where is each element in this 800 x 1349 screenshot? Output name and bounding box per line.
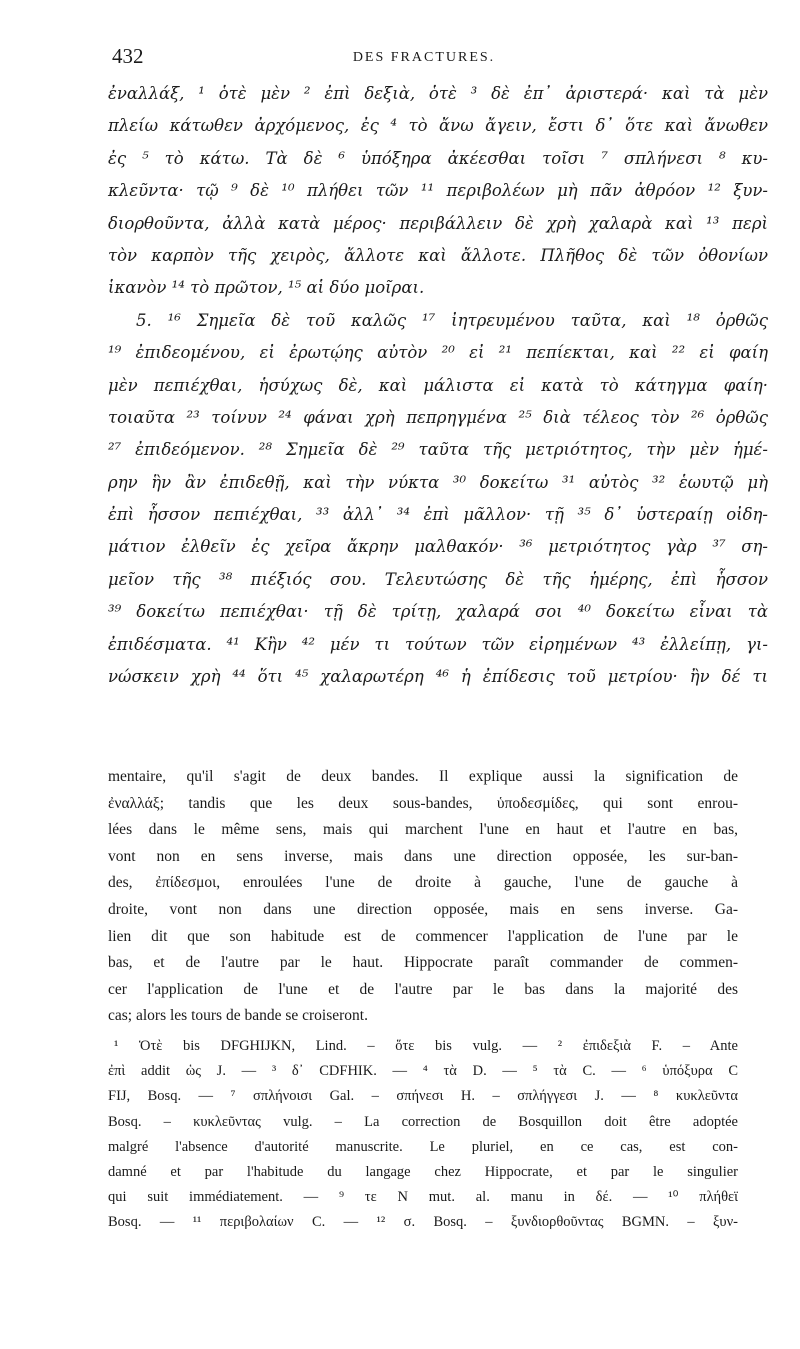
greek-line: ¹⁹ ἐπιδεομένου, εἰ ἐρωτῴης αὐτὸν ²⁰ εἰ ²¹ πεπίεκται, καὶ ²² εἰ φαίη [108, 343, 768, 363]
greek-line: ἐπιδέσματα. ⁴¹ Κἢν ⁴² μέν τι τούτων τῶν εἰρημένων ⁴³ ἐλλείπῃ, γι- [108, 634, 768, 654]
greek-line: ἐπὶ ἧσσον πεπιέχθαι, ³³ ἀλλ᾽ ³⁴ ἐπὶ μᾶλλον· τῇ ³⁵ δ᾽ ὑστεραίῃ οἰδη- [108, 505, 768, 525]
footnote-line: damné et par l'habitude du langage chez Hippocrate, et par le singulier [108, 1163, 738, 1180]
footnote-line: FIJ, Bosq. — ⁷ σπλήνοισι Gal. – σπήνεσι H. – σπλήγγεσι J. — ⁸ κυκλεῦντα [108, 1088, 738, 1105]
greek-line: μὲν πεπιέχθαι, ἡσύχως δὲ, καὶ μάλιστα εἰ κατὰ τὸ κάτηγμα φαίη· [108, 375, 768, 395]
greek-text-block [108, 78, 768, 693]
greek-line: νώσκειν χρὴ ⁴⁴ ὅτι ⁴⁵ χαλαρωτέρη ⁴⁶ ἡ ἐπίδεσις τοῦ μετρίου· ἢν δέ τι [108, 667, 768, 687]
greek-line: μεῖον τῆς ³⁸ πιέξιός σου. Τελευτώσης δὲ τῆς ἡμέρης, ἐπὶ ἧσσον [108, 569, 768, 589]
greek-line: ἐς ⁵ τὸ κάτω. Τὰ δὲ ⁶ ὑπόξηρα ἀκέεσθαι τοῖσι ⁷ σπλήνεσι ⁸ κυ- [108, 148, 768, 168]
page-header [108, 44, 740, 76]
commentary-line: bas, et de l'autre par le haut. Hippocrate paraît commander de commen- [108, 954, 738, 972]
commentary-line: vont non en sens inverse, mais dans une direction opposée, les sur-ban- [108, 847, 738, 865]
footnote-line: qui suit immédiatement. — ⁹ τε N mut. al. manu in δέ. — ¹⁰ πλήθεϊ [108, 1189, 738, 1206]
commentary-line: cer l'application de l'une et de l'autre par le bas dans la majorité des [108, 980, 738, 998]
commentary-line: cas; alors les tours de bande se croiseront. [108, 1007, 368, 1025]
greek-line: μάτιον ἐλθεῖν ἐς χεῖρα ἄκρην μαλθακόν· ³⁶ μετριότητος γὰρ ³⁷ ση- [108, 537, 768, 557]
running-head: DES FRACTURES. [352, 50, 496, 65]
greek-line: πλείω κάτωθεν ἀρχόμενος, ἐς ⁴ τὸ ἄνω ἄγειν, ἔστι δ᾽ ὅτε καὶ ἄνωθεν [108, 116, 768, 136]
greek-line: τὸν καρπὸν τῆς χειρὸς, ἄλλοτε καὶ ἄλλοτε. Πλῆθος δὲ τῶν ὀθονίων [108, 245, 768, 265]
footnote-line: Bosq. — ¹¹ περιβολαίων C. — ¹² σ. Bosq. – ξυνδιορθοῦντας BGMN. – ξυν- [108, 1214, 738, 1231]
greek-line: ἱκανὸν ¹⁴ τὸ πρῶτον, ¹⁵ αἱ δύο μοῖραι. [108, 278, 425, 298]
commentary-block [108, 764, 738, 1030]
greek-line: ἐναλλάξ, ¹ ὁτὲ μὲν ² ἐπὶ δεξιὰ, ὁτὲ ³ δὲ ἐπ᾽ ἀριστερά· καὶ τὰ μὲν [108, 84, 768, 103]
footnotes-block [108, 1034, 738, 1236]
greek-line: ³⁹ δοκείτω πεπιέχθαι· τῇ δὲ τρίτῃ, χαλαρά σοι ⁴⁰ δοκείτω εἶναι τὰ [108, 602, 768, 622]
greek-line: τοιαῦτα ²³ τοίνυν ²⁴ φάναι χρὴ πεπρηγμένα ²⁵ διὰ τέλεος τὸν ²⁶ ὀρθῶς [108, 407, 768, 427]
commentary-line: mentaire, qu'il s'agit de deux bandes. Il explique aussi la signification de [108, 768, 738, 785]
footnote-line: ἐπὶ addit ὡς J. — ³ δ᾽ CDFHIK. — ⁴ τὰ D. — ⁵ τὰ C. — ⁶ ὑπόξυρα C [108, 1063, 738, 1080]
greek-line: κλεῦντα· τῷ ⁹ δὲ ¹⁰ πλήθει τῶν ¹¹ περιβολέων μὴ πᾶν ἀθρόον ¹² ξυν- [108, 181, 768, 201]
commentary-line: des, ἐπίδεσμοι, enroulées l'une de droite à gauche, l'une de gauche à [108, 874, 738, 892]
commentary-line: lien dit que son habitude est de commencer l'application de l'une par le [108, 927, 738, 945]
commentary-line: lées dans le même sens, mais qui marchent l'une en haut et l'autre en bas, [108, 821, 738, 839]
footnote-line: Bosq. – κυκλεῦντας vulg. – La correction de Bosquillon doit être adoptée [108, 1113, 738, 1130]
commentary-line: ἐναλλάξ; tandis que les deux sous-bandes, ὑποδεσμίδες, qui sont enrou- [108, 794, 738, 812]
greek-line: διορθοῦντα, ἀλλὰ κατὰ μέρος· περιβάλλειν δὲ χρὴ χαλαρὰ καὶ ¹³ περὶ [108, 213, 768, 233]
footnote-line: ¹ Ὁτὲ bis DFGHIJKN, Lind. – ὅτε bis vulg. — ² ἐπιδεξιὰ F. – Ante [114, 1038, 738, 1054]
greek-line: ²⁷ ἐπιδεόμενον. ²⁸ Σημεῖα δὲ ²⁹ ταῦτα τῆς μετριότητος, τὴν μὲν ἡμέ- [108, 440, 768, 460]
page-number: 432 [112, 44, 144, 68]
greek-line: ρην ἣν ἂν ἐπιδεθῇ, καὶ τὴν νύκτα ³⁰ δοκείτω ³¹ αὐτὸς ³² ἑωυτῷ μὴ [108, 472, 768, 492]
footnote-line: malgré l'absence d'autorité manuscrite. Le pluriel, en ce cas, est con- [108, 1138, 738, 1155]
commentary-line: droite, vont non dans une direction opposée, mais en sens inverse. Ga- [108, 900, 738, 918]
greek-line: 5. ¹⁶ Σημεῖα δὲ τοῦ καλῶς ¹⁷ ἰητρευμένου ταῦτα, καὶ ¹⁸ ὀρθῶς [136, 310, 768, 330]
